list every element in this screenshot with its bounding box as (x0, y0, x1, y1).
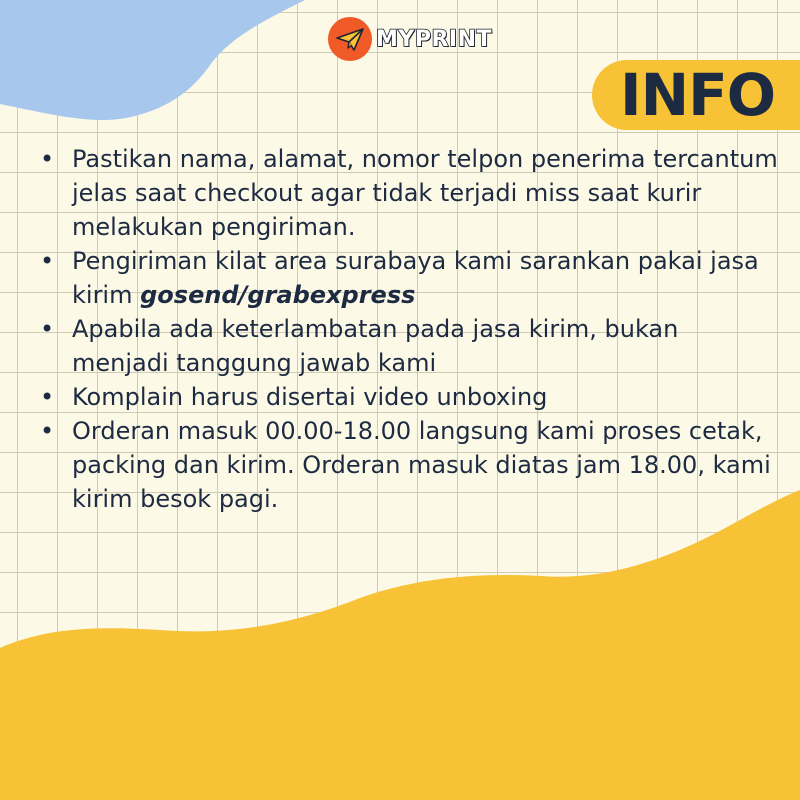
top-blue-wave (0, 0, 305, 120)
list-item (30, 414, 780, 516)
list-item-text: Orderan masuk 00.00-18.00 langsung kami proses cetak, packing dan kirim. Orderan masuk diatas jam 18.00, kami kirim besok pagi. (72, 417, 771, 513)
list-item-text: Apabila ada keterlambatan pada jasa kirim, bukan menjadi tanggung jawab kami (72, 315, 679, 377)
bullet-icon: • (40, 315, 55, 343)
info-badge-label: INFO (620, 61, 776, 129)
brand-logo (328, 16, 492, 62)
courier-highlight: gosend/grabexpress (140, 281, 416, 309)
brand-name: MYPRINT (376, 26, 492, 52)
bullet-icon: • (40, 145, 55, 173)
info-list (30, 142, 780, 516)
list-item-text: Komplain harus disertai video unboxing (72, 383, 548, 411)
bullet-icon: • (40, 417, 55, 445)
list-item (30, 244, 780, 312)
bottom-yellow-wave (0, 490, 800, 800)
list-item (30, 380, 780, 414)
list-item (30, 312, 780, 380)
bullet-icon: • (40, 247, 55, 275)
paper-plane-icon (328, 17, 372, 61)
list-item-text: Pengiriman kilat area surabaya kami sarankan pakai jasa kirim (72, 247, 759, 309)
bullet-icon: • (40, 383, 55, 411)
list-item (30, 142, 780, 244)
list-item-text: Pastikan nama, alamat, nomor telpon penerima tercantum jelas saat checkout agar tidak terjadi miss saat kurir melakukan pengiriman. (72, 145, 778, 241)
